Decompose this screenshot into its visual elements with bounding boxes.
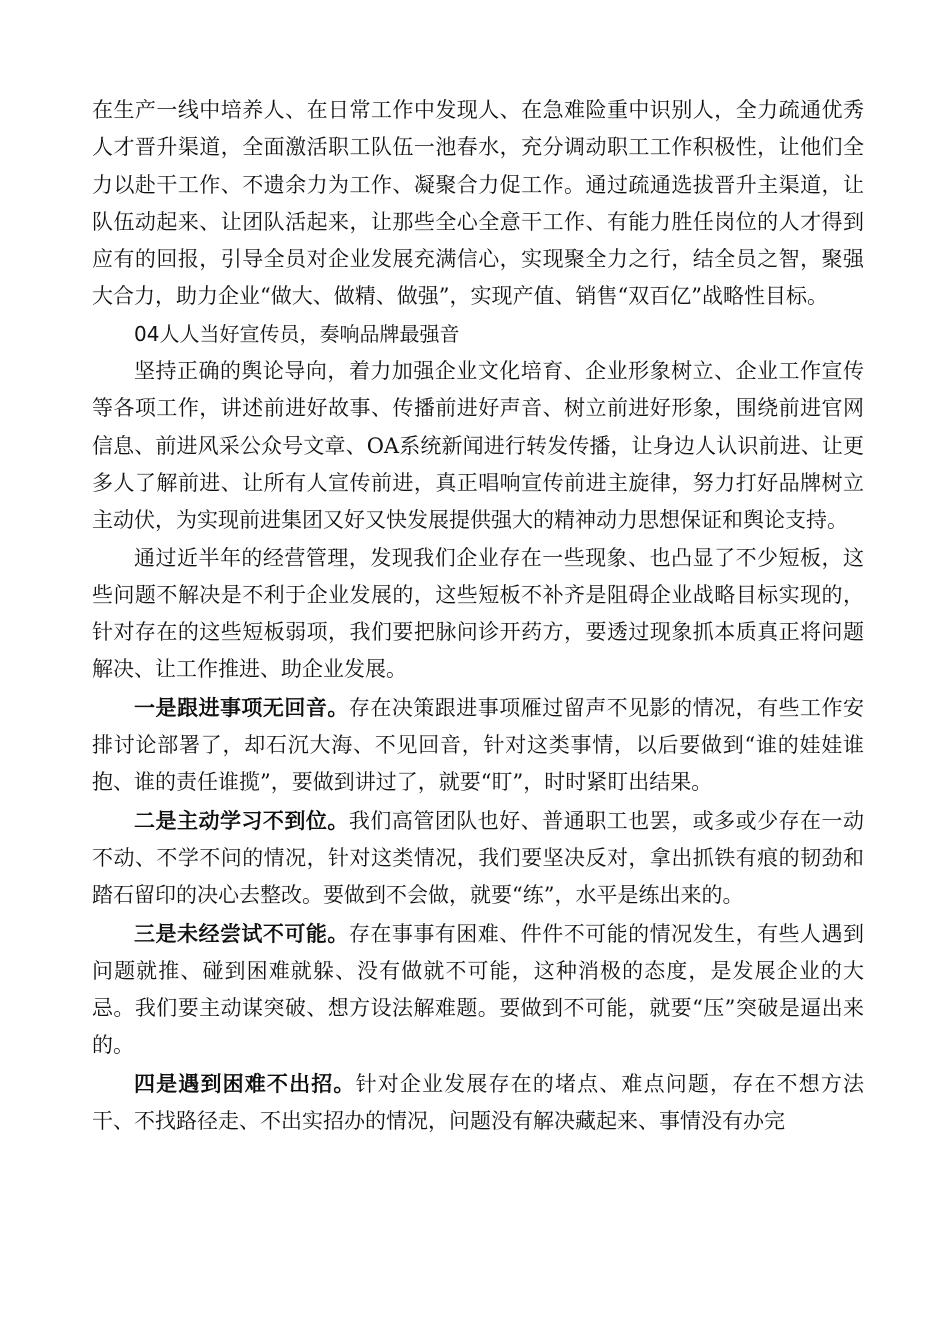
- item-difficulty-body: 针对企业发展存在的堵点、难点问题，存在不想方法干、不找路径走、不出实招办的情况，问题没有解决藏起来、事情没有办完: [92, 1071, 864, 1134]
- item-learning-body: 我们高管团队也好、普通职工也罢，或多或少存在一动不动、不学不问的情况，针对这类情况，我们要坚决反对，拿出抓铁有痕的韧劲和踏石留印的决心去整改。要做到不会做，就要“练”，水平是练出来的。: [92, 808, 865, 908]
- paragraph-publicity: 坚持正确的舆论导向，着力加强企业文化培育、企业形象树立、企业工作宣传等各项工作，讲述前进好故事、传播前进好声音、树立前进好形象，围绕前进官网信息、前进风采公众号文章、OA系统新闻进行转发传播，让身边人认识前进、让更多人了解前进、让所有人宣传前进，真正唱响宣传前进主旋律，努力打好品牌树立主动伏，为实现前进集团又好又快发展提供强大的精神动力思想保证和舆论支持。: [92, 359, 864, 533]
- item-trying: [92, 915, 864, 1065]
- item-learning: [92, 802, 864, 915]
- section-heading-04: 04人人当好宣传员，奏响品牌最强音: [134, 321, 460, 346]
- paragraph-talent-channels: 在生产一线中培养人、在日常工作中发现人、在急难险重中识别人，全力疏通优秀人才晋升渠道，全面激活职工队伍一池春水，充分调动职工工作积极性，让他们全力以赴干工作、不遗余力为工作、凝聚合力促工作。通过疏通选拔晋升主渠道，让队伍动起来、让团队活起来，让那些全心全意干工作、有能力胜任岗位的人才得到应有的回报，引导全员对企业发展充满信心，实现聚全力之行，结全员之智，聚强大合力，助力企业“做大、做精、做强”，实现产值、销售“双百亿”战略性目标。: [92, 98, 864, 309]
- item-difficulty-lead: 四是遇到困难不出招。: [134, 1070, 356, 1096]
- item-trying-lead: 三是未经尝试不可能。: [134, 920, 349, 946]
- paragraph-shortcomings: 通过近半年的经营管理，发现我们企业存在一些现象、也凸显了不少短板，这些问题不解决是不利于企业发展的，这些短板不补齐是阻碍企业战略目标实现的，针对存在的这些短板弱项，我们要把脉问诊开药方，要透过现象抓本质真正将问题解决、让工作推进、助企业发展。: [92, 545, 864, 682]
- item-follow-up-body: 存在决策跟进事项雁过留声不见影的情况，有些工作安排讨论部署了，却石沉大海、不见回音，针对这类事情，以后要做到“谁的娃娃谁抱、谁的责任谁揽”，要做到讲过了，就要“盯”，时时紧盯出结果。: [92, 695, 865, 795]
- item-difficulty: [92, 1065, 864, 1141]
- item-follow-up: [92, 689, 864, 802]
- item-follow-up-lead: 一是跟进事项无回音。: [134, 694, 349, 720]
- document-page: [92, 92, 864, 1140]
- item-learning-lead: 二是主动学习不到位。: [134, 807, 349, 833]
- item-trying-body: 存在事事有困难、件件不可能的情况发生，有些人遇到问题就推、碰到困难就躲、没有做就不可能，这种消极的态度，是发展企业的大忌。我们要主动谋突破、想方设法解难题。要做到不可能，就要“压”突破是逼出来的。: [92, 921, 865, 1058]
